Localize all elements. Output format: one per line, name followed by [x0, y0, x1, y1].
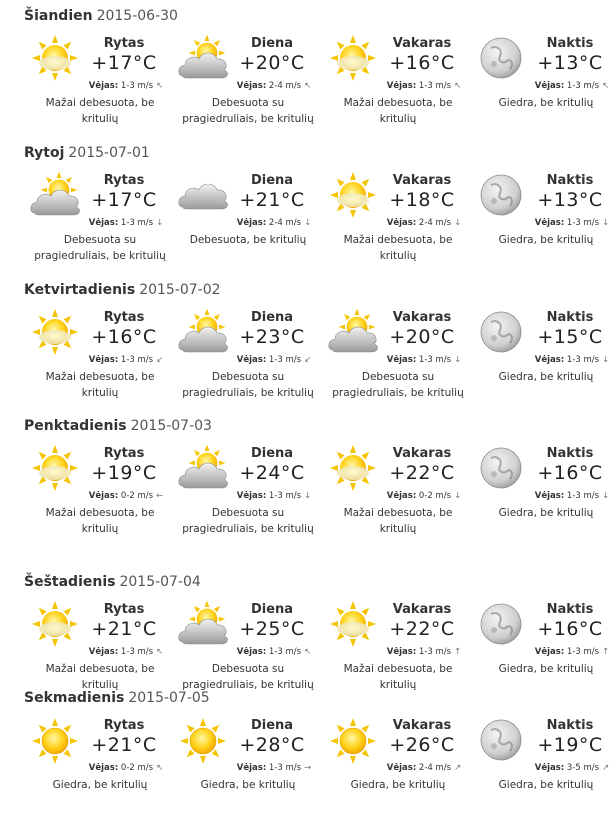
wind-speed: 0-2 m/s	[120, 763, 154, 773]
wind-speed: 1-3 m/s	[120, 81, 154, 91]
weather-description: Mažai debesuota, be kritulių	[343, 507, 453, 535]
wind-direction-icon: ↗	[454, 763, 462, 773]
wind-speed: 1-3 m/s	[268, 355, 302, 365]
day-name: Šiandien	[24, 8, 93, 24]
partly-sunny-icon	[325, 171, 381, 221]
wind-direction-icon: ↓	[156, 218, 164, 228]
wind-speed: 2-4 m/s	[418, 218, 452, 228]
wind-direction-icon: ↓	[602, 491, 610, 501]
wind-info	[374, 81, 474, 91]
temperature: +13°C	[537, 189, 603, 211]
period-naktis	[470, 169, 616, 279]
wind-label: Vėjas:	[88, 647, 119, 657]
wind-info	[522, 647, 616, 657]
wind-speed: 1-3 m/s	[566, 355, 600, 365]
temperature: +24°C	[239, 462, 305, 484]
weather-description: Giedra, be kritulių	[498, 234, 594, 246]
period-name: Naktis	[546, 173, 594, 188]
temperature: +28°C	[239, 734, 305, 756]
wind-info	[224, 491, 324, 501]
wind-direction-icon: ↓	[454, 491, 462, 501]
wind-direction-icon: ↖	[156, 647, 164, 657]
moon-icon	[473, 308, 529, 358]
wind-label: Vėjas:	[386, 81, 417, 91]
period-name: Vakaras	[392, 718, 452, 733]
period-name: Diena	[250, 173, 294, 188]
wind-direction-icon: ↓	[454, 218, 462, 228]
temperature: +21°C	[239, 189, 305, 211]
wind-info	[224, 218, 324, 228]
temperature: +13°C	[537, 52, 603, 74]
weather-description: Mažai debesuota, be kritulių	[45, 663, 155, 691]
partly-sunny-icon	[27, 444, 83, 494]
temperature: +17°C	[91, 189, 157, 211]
partly-sunny-icon	[325, 34, 381, 84]
wind-label: Vėjas:	[534, 355, 565, 365]
wind-direction-icon: →	[304, 763, 312, 773]
moon-icon	[473, 444, 529, 494]
period-rytas	[24, 714, 176, 824]
wind-speed: 1-3 m/s	[268, 491, 302, 501]
period-name: Vakaras	[392, 602, 452, 617]
wind-direction-icon: ↓	[602, 218, 610, 228]
weather-description: Debesuota su pragiedruliais, be kritulių	[182, 507, 314, 535]
cloudy-sunny-icon	[175, 444, 231, 494]
wind-info	[374, 218, 474, 228]
period-diena	[172, 169, 324, 279]
weather-description: Mažai debesuota, be kritulių	[45, 371, 155, 399]
temperature: +20°C	[239, 52, 305, 74]
wind-info	[76, 218, 176, 228]
period-name: Rytas	[103, 446, 145, 461]
sun-icon	[27, 716, 83, 766]
period-naktis	[470, 442, 616, 552]
wind-info	[374, 763, 474, 773]
period-name: Vakaras	[392, 173, 452, 188]
temperature: +23°C	[239, 326, 305, 348]
wind-label: Vėjas:	[236, 491, 267, 501]
wind-info	[224, 763, 324, 773]
period-naktis	[470, 598, 616, 708]
temperature: +15°C	[537, 326, 603, 348]
period-name: Diena	[250, 36, 294, 51]
period-name: Diena	[250, 446, 294, 461]
weather-description: Mažai debesuota, be kritulių	[45, 97, 155, 125]
temperature: +20°C	[389, 326, 455, 348]
weather-description: Mažai debesuota, be kritulių	[45, 507, 155, 535]
period-name: Rytas	[103, 718, 145, 733]
day-date: 2015-07-03	[130, 418, 212, 434]
temperature: +16°C	[537, 618, 603, 640]
wind-info	[374, 647, 474, 657]
day-name: Šeštadienis	[24, 574, 116, 590]
wind-speed: 1-3 m/s	[268, 763, 302, 773]
moon-icon	[473, 34, 529, 84]
wind-direction-icon: ↓	[454, 355, 462, 365]
wind-label: Vėjas:	[386, 647, 417, 657]
period-name: Diena	[250, 602, 294, 617]
wind-info	[522, 491, 616, 501]
wind-speed: 2-4 m/s	[418, 763, 452, 773]
wind-label: Vėjas:	[236, 355, 267, 365]
temperature: +19°C	[537, 734, 603, 756]
wind-label: Vėjas:	[88, 763, 119, 773]
wind-direction-icon: ↖	[304, 81, 312, 91]
wind-label: Vėjas:	[236, 647, 267, 657]
day-header	[24, 690, 210, 706]
weather-description: Mažai debesuota, be kritulių	[343, 234, 453, 262]
weather-description: Giedra, be kritulių	[498, 507, 594, 519]
day-date: 2015-06-30	[96, 8, 178, 24]
temperature: +16°C	[91, 326, 157, 348]
wind-speed: 3-5 m/s	[566, 763, 600, 773]
wind-label: Vėjas:	[236, 81, 267, 91]
period-vakaras	[322, 32, 474, 142]
period-name: Naktis	[546, 310, 594, 325]
wind-speed: 1-3 m/s	[418, 81, 452, 91]
wind-info	[522, 763, 616, 773]
weather-description: Debesuota su pragiedruliais, be kritulių	[332, 371, 464, 399]
wind-info	[76, 81, 176, 91]
day-name: Sekmadienis	[24, 690, 125, 706]
wind-speed: 1-3 m/s	[120, 355, 154, 365]
wind-direction-icon: ↙	[156, 355, 164, 365]
period-name: Naktis	[546, 602, 594, 617]
day-header	[24, 145, 150, 161]
period-name: Diena	[250, 310, 294, 325]
wind-direction-icon: ↓	[304, 491, 312, 501]
moon-icon	[473, 171, 529, 221]
day-header	[24, 574, 201, 590]
period-vakaras	[322, 714, 474, 824]
wind-direction-icon: ↗	[602, 763, 610, 773]
period-diena	[172, 32, 324, 142]
wind-direction-icon: ↖	[156, 763, 164, 773]
weather-description: Mažai debesuota, be kritulių	[343, 97, 453, 125]
period-name: Rytas	[103, 36, 145, 51]
wind-label: Vėjas:	[534, 491, 565, 501]
wind-speed: 1-3 m/s	[566, 491, 600, 501]
wind-label: Vėjas:	[88, 218, 119, 228]
wind-label: Vėjas:	[236, 218, 267, 228]
wind-direction-icon: ↓	[304, 218, 312, 228]
day-date: 2015-07-02	[139, 282, 221, 298]
period-name: Naktis	[546, 36, 594, 51]
moon-icon	[473, 716, 529, 766]
period-name: Vakaras	[392, 446, 452, 461]
wind-speed: 1-3 m/s	[268, 647, 302, 657]
weather-description: Giedra, be kritulių	[350, 779, 446, 791]
wind-speed: 1-3 m/s	[418, 647, 452, 657]
wind-direction-icon: ↑	[602, 647, 610, 657]
wind-info	[224, 355, 324, 365]
weather-description: Giedra, be kritulių	[498, 779, 594, 791]
day-header	[24, 282, 221, 298]
period-naktis	[470, 714, 616, 824]
period-vakaras	[322, 169, 474, 279]
wind-label: Vėjas:	[386, 218, 417, 228]
partly-sunny-icon	[27, 308, 83, 358]
period-vakaras	[322, 442, 474, 552]
period-diena	[172, 306, 324, 416]
period-naktis	[470, 306, 616, 416]
temperature: +26°C	[389, 734, 455, 756]
day-date: 2015-07-05	[128, 690, 210, 706]
wind-direction-icon: ↖	[304, 647, 312, 657]
wind-speed: 0-2 m/s	[418, 491, 452, 501]
period-diena	[172, 442, 324, 552]
temperature: +17°C	[91, 52, 157, 74]
wind-speed: 1-3 m/s	[566, 81, 600, 91]
period-diena	[172, 714, 324, 824]
wind-info	[76, 491, 176, 501]
wind-info	[224, 81, 324, 91]
weather-description: Giedra, be kritulių	[52, 779, 148, 791]
period-name: Naktis	[546, 718, 594, 733]
cloud-icon	[175, 171, 231, 221]
cloudy-sunny-icon	[175, 308, 231, 358]
period-name: Naktis	[546, 446, 594, 461]
wind-info	[522, 355, 616, 365]
moon-icon	[473, 600, 529, 650]
wind-speed: 1-3 m/s	[566, 218, 600, 228]
wind-speed: 2-4 m/s	[268, 218, 302, 228]
wind-direction-icon: ↖	[602, 81, 610, 91]
weather-description: Debesuota su pragiedruliais, be kritulių	[34, 234, 166, 262]
wind-speed: 1-3 m/s	[418, 355, 452, 365]
period-name: Rytas	[103, 602, 145, 617]
period-name: Rytas	[103, 310, 145, 325]
weather-description: Debesuota su pragiedruliais, be kritulių	[182, 97, 314, 125]
period-naktis	[470, 32, 616, 142]
wind-label: Vėjas:	[386, 355, 417, 365]
period-vakaras	[322, 306, 474, 416]
cloudy-sunny-icon	[27, 171, 83, 221]
weather-description: Giedra, be kritulių	[498, 371, 594, 383]
wind-direction-icon: ↖	[454, 81, 462, 91]
period-name: Diena	[250, 718, 294, 733]
temperature: +18°C	[389, 189, 455, 211]
wind-direction-icon: ↖	[156, 81, 164, 91]
weather-description: Debesuota, be kritulių	[189, 234, 307, 246]
wind-info	[76, 355, 176, 365]
day-header	[24, 8, 178, 24]
wind-info	[522, 81, 616, 91]
partly-sunny-icon	[27, 34, 83, 84]
period-name: Rytas	[103, 173, 145, 188]
wind-info	[76, 763, 176, 773]
wind-label: Vėjas:	[534, 763, 565, 773]
wind-speed: 1-3 m/s	[120, 647, 154, 657]
temperature: +22°C	[389, 618, 455, 640]
partly-sunny-icon	[325, 600, 381, 650]
wind-label: Vėjas:	[88, 81, 119, 91]
period-name: Vakaras	[392, 310, 452, 325]
period-rytas	[24, 306, 176, 416]
cloudy-sunny-icon	[175, 34, 231, 84]
temperature: +16°C	[537, 462, 603, 484]
wind-speed: 1-3 m/s	[120, 218, 154, 228]
sun-icon	[175, 716, 231, 766]
wind-direction-icon: ↑	[454, 647, 462, 657]
period-name: Vakaras	[392, 36, 452, 51]
temperature: +22°C	[389, 462, 455, 484]
weather-description: Giedra, be kritulių	[200, 779, 296, 791]
wind-label: Vėjas:	[236, 763, 267, 773]
weather-description: Mažai debesuota, be kritulių	[343, 663, 453, 691]
day-name: Penktadienis	[24, 418, 127, 434]
temperature: +16°C	[389, 52, 455, 74]
wind-info	[374, 491, 474, 501]
wind-info	[224, 647, 324, 657]
weather-description: Giedra, be kritulių	[498, 663, 594, 675]
wind-info	[374, 355, 474, 365]
period-rytas	[24, 169, 176, 279]
wind-label: Vėjas:	[534, 218, 565, 228]
wind-speed: 2-4 m/s	[268, 81, 302, 91]
wind-label: Vėjas:	[88, 491, 119, 501]
temperature: +19°C	[91, 462, 157, 484]
day-date: 2015-07-01	[68, 145, 150, 161]
wind-direction-icon: ↓	[602, 355, 610, 365]
temperature: +25°C	[239, 618, 305, 640]
wind-label: Vėjas:	[534, 647, 565, 657]
wind-speed: 0-2 m/s	[120, 491, 154, 501]
wind-direction-icon: ←	[156, 491, 164, 501]
wind-label: Vėjas:	[386, 491, 417, 501]
day-name: Ketvirtadienis	[24, 282, 136, 298]
period-rytas	[24, 442, 176, 552]
period-vakaras	[322, 598, 474, 708]
wind-label: Vėjas:	[88, 355, 119, 365]
wind-speed: 1-3 m/s	[566, 647, 600, 657]
sun-icon	[325, 716, 381, 766]
day-date: 2015-07-04	[119, 574, 201, 590]
partly-sunny-icon	[325, 444, 381, 494]
wind-info	[522, 218, 616, 228]
period-rytas	[24, 32, 176, 142]
temperature: +21°C	[91, 618, 157, 640]
cloudy-sunny-icon	[175, 600, 231, 650]
weather-description: Giedra, be kritulių	[498, 97, 594, 109]
partly-sunny-icon	[27, 600, 83, 650]
cloudy-sunny-icon	[325, 308, 381, 358]
weather-description: Debesuota su pragiedruliais, be kritulių	[182, 371, 314, 399]
temperature: +21°C	[91, 734, 157, 756]
day-header	[24, 418, 212, 434]
weather-description: Debesuota su pragiedruliais, be kritulių	[182, 663, 314, 691]
day-name: Rytoj	[24, 145, 65, 161]
wind-info	[76, 647, 176, 657]
wind-label: Vėjas:	[386, 763, 417, 773]
wind-direction-icon: ↙	[304, 355, 312, 365]
wind-label: Vėjas:	[534, 81, 565, 91]
